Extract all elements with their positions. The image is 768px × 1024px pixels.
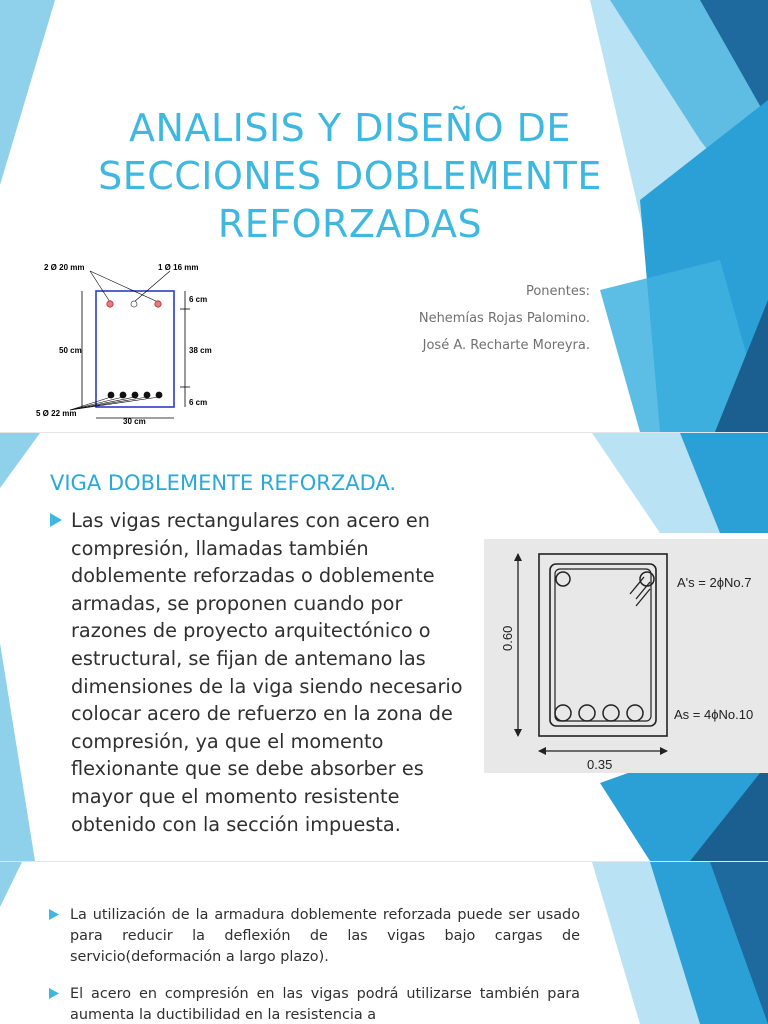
usage-slide bbox=[0, 862, 768, 1024]
presenters-block bbox=[330, 278, 590, 359]
definition-slide bbox=[0, 433, 768, 861]
compression-steel-label: A's = 2ϕNo.7 bbox=[677, 575, 752, 590]
title-slide bbox=[0, 0, 768, 432]
label-bottom-cover: 6 cm bbox=[189, 398, 208, 407]
main-title: ANALISIS Y DISEÑO DE SECCIONES DOBLEMENTE REFORZADAS bbox=[98, 106, 602, 246]
bullet-arrow-icon bbox=[49, 909, 59, 920]
height-dimension-label: 0.60 bbox=[500, 625, 515, 651]
tension-steel-label: As = 4ϕNo.10 bbox=[674, 707, 754, 722]
presenter-name: Nehemías Rojas Palomino. bbox=[418, 311, 590, 326]
label-height: 50 cm bbox=[59, 346, 82, 355]
usage-bullet-text: La utilización de la armadura doblemente reforzada puede ser usado para reducir la deflexión de las vigas bajo cargas de servicio(deformación a largo plazo). bbox=[70, 907, 580, 965]
label-top-left-bars: 2 Ø 20 mm bbox=[44, 263, 85, 272]
bullet-arrow-icon bbox=[49, 988, 59, 999]
label-middle: 38 cm bbox=[189, 346, 212, 355]
usage-bullet-text: El acero en compresión en las vigas podrá utilizarse también para aumenta la ductibilidad en la resistencia a bbox=[70, 986, 580, 1023]
width-dimension-label: 0.35 bbox=[587, 757, 613, 772]
definition-paragraph: Las vigas rectangulares con acero en compresión, llamadas también doblemente reforzadas o doblemente armadas, se proponen cuando por razones de proyecto arquitectónico o estructural, se fijan de antemano las dimensiones de la viga siendo necesario colocar acero de refuerzo en la zona de compresión, ya que el momento flexionante que se debe absorber es mayor que el momento resistente obtenido con la sección impuesta. bbox=[71, 509, 463, 836]
label-top-cover: 6 cm bbox=[189, 295, 208, 304]
beam-section-photo bbox=[484, 539, 768, 773]
beam-section-diagram bbox=[30, 258, 230, 428]
slide-heading: VIGA DOBLEMENTE REFORZADA. bbox=[50, 471, 397, 495]
bullet-arrow-icon bbox=[50, 513, 62, 527]
label-width: 30 cm bbox=[123, 417, 146, 426]
presenter-name: José A. Recharte Moreyra. bbox=[422, 338, 590, 353]
label-top-right-bar: 1 Ø 16 mm bbox=[158, 263, 199, 272]
label-bottom-bars: 5 Ø 22 mm bbox=[36, 409, 77, 418]
presenters-label: Ponentes: bbox=[525, 284, 590, 299]
